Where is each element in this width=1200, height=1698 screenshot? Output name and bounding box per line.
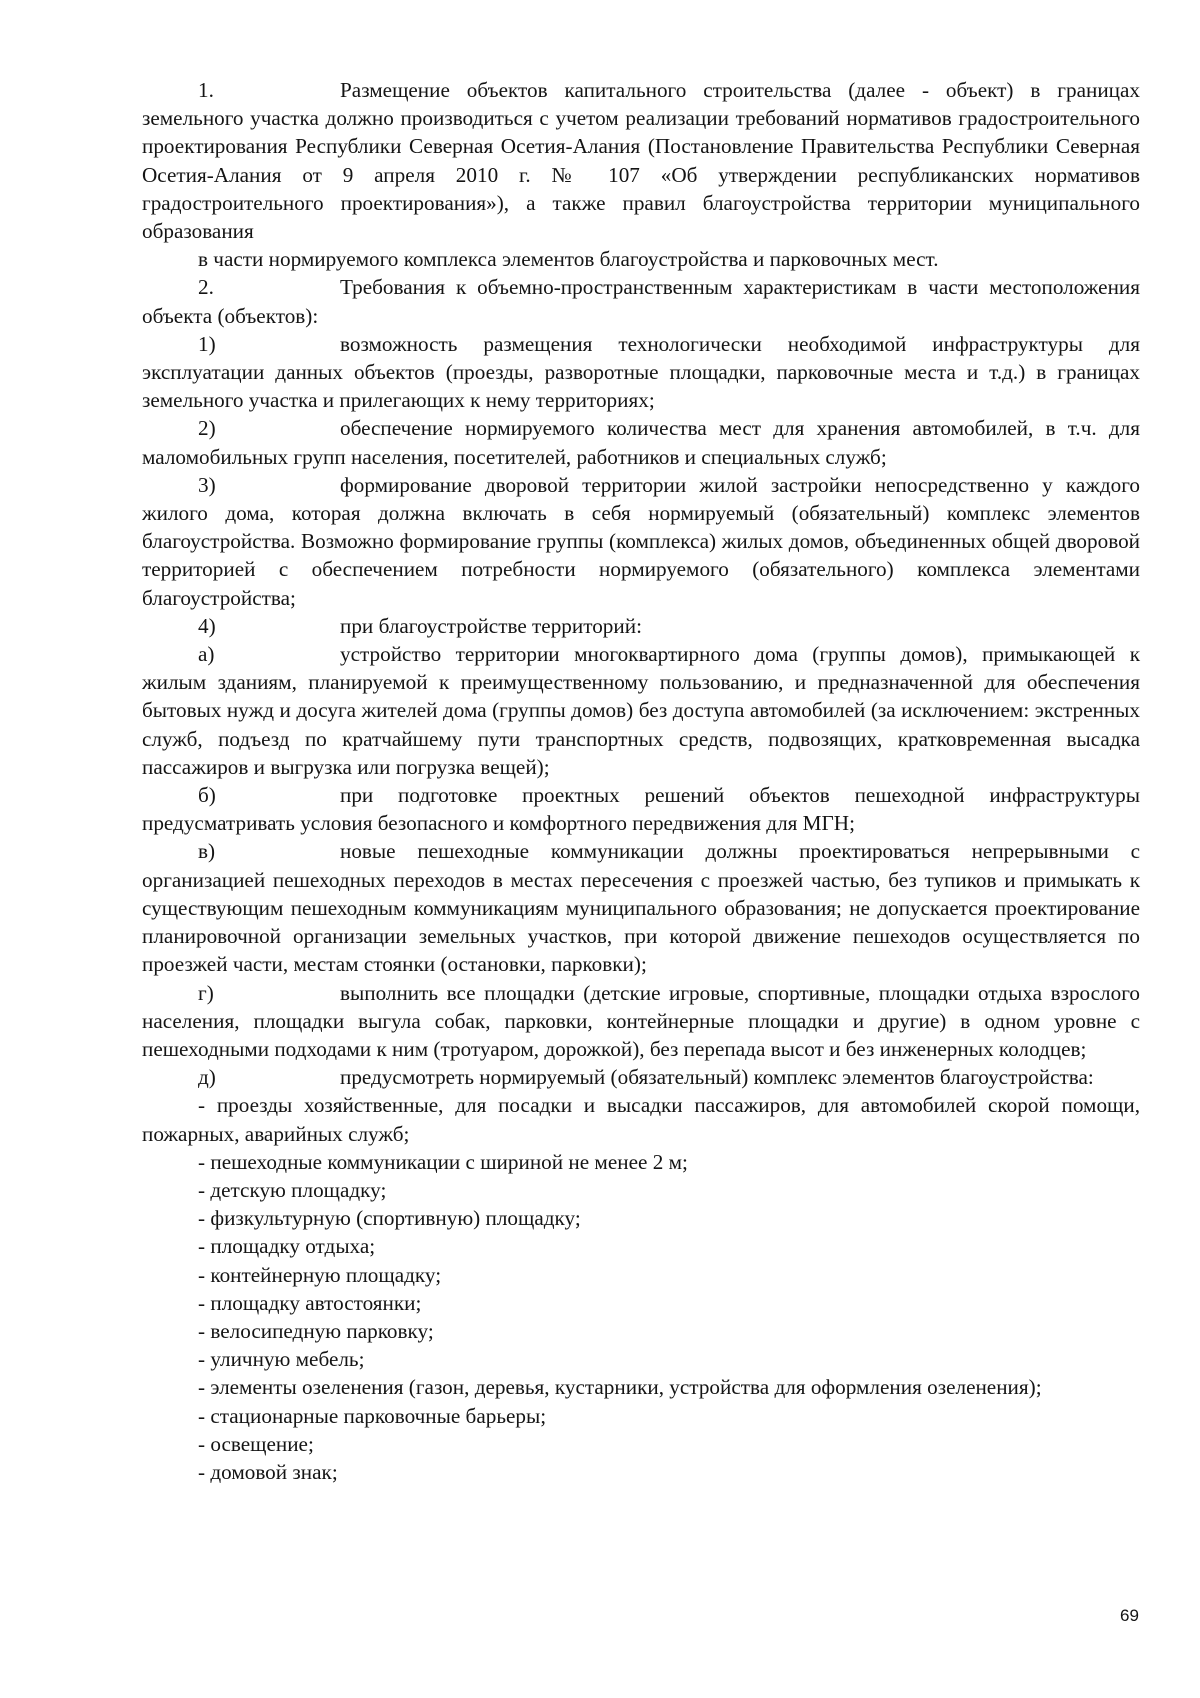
subitem-4: [142, 612, 1140, 640]
subitem-3: [142, 471, 1140, 612]
letter-item-text: устройство территории многоквартирного дома (группы домов), примыкающей к жилым зданиям, планируемой к преимущественному пользованию, и предназначенной для обеспечения бытовых нужд и досуга жителей дома (группы домов) без доступа автомобилей (за исключением: экстренных служб, подъезд по кратчайшему пути транспортных средств, подвозящих, кратковременная высадка пассажиров и выгрузка или погрузка вещей);: [142, 642, 1140, 779]
letter-item-a: [142, 640, 1140, 781]
paragraph-text: Размещение объектов капитального строительства (далее - объект) в границах земельного участка должно производиться с учетом реализации требований нормативов градостроительного проектирования Республики Северная Осетия-Алания (Постановление Правительства Республики Северная Осетия-Алания от 9 апреля 2010 г. № 107 «Об утверждении республиканских нормативов градостроительного проектирования»), а также правил благоустройства территории муниципального образования: [142, 78, 1140, 244]
letter-item-v: [142, 837, 1140, 978]
bullet-item: - площадку отдыха;: [198, 1234, 376, 1259]
subitem-text: обеспечение нормируемого количества мест для хранения автомобилей, в т.ч. для маломобильных групп населения, посетителей, работников и специальных служб;: [142, 416, 1140, 469]
subitem-number: 1): [198, 331, 216, 356]
subitem-1: [142, 330, 1140, 415]
letter-item-marker: г): [198, 980, 214, 1005]
bullet-item: - велосипедную парковку;: [198, 1318, 434, 1343]
paragraph-1: [142, 76, 1140, 245]
paragraph-number: 2.: [198, 275, 214, 300]
letter-item-g: [142, 979, 1140, 1064]
bullet-item: - освещение;: [198, 1431, 314, 1456]
document-page: [142, 76, 1140, 1486]
letter-item-marker: в): [198, 839, 216, 864]
subitem-2: [142, 414, 1140, 470]
bullet-item: - уличную мебель;: [198, 1347, 365, 1372]
bullet-item: - физкультурную (спортивную) площадку;: [198, 1206, 581, 1231]
bullet-item: - площадку автостоянки;: [198, 1290, 422, 1315]
letter-item-marker: б): [198, 783, 216, 808]
paragraph-text: Требования к объемно-пространственным характеристикам в части местоположения объекта (объектов):: [142, 275, 1140, 328]
subitem-text: формирование дворовой территории жилой застройки непосредственно у каждого жилого дома, которая должна включать в себя нормируемый (обязательный) комплекс элементов благоустройства. Возможно формирование группы (комплекса) жилых домов, объединенных общей дворовой территорией с обеспечением потребности нормируемого (обязательного) комплекса элементами благоустройства;: [142, 472, 1140, 610]
paragraph-number: 1.: [198, 78, 214, 102]
bullet-item: - домовой знак;: [198, 1459, 338, 1484]
bullet-item: - стационарные парковочные барьеры;: [198, 1403, 547, 1428]
paragraph-continuation: [142, 245, 1140, 273]
letter-item-text: при подготовке проектных решений объектов пешеходной инфраструктуры предусматривать условия безопасного и комфортного передвижения для МГН;: [142, 783, 1140, 836]
letter-item-marker: а): [198, 642, 215, 667]
letter-item-text: новые пешеходные коммуникации должны проектироваться непрерывными с организацией пешеходных переходов в местах пересечения с проезжей частью, без тупиков и примыкать к существующим пешеходным коммуникациям муниципального образования; не допускается проектирование планировочной организации земельных участков, при которой движение пешеходов осуществляется по проезжей части, местам стоянки (остановки, парковки);: [142, 839, 1140, 977]
page-number: 69: [1120, 1606, 1139, 1625]
letter-item-text: выполнить все площадки (детские игровые, спортивные, площадки отдыха взрослого населения, площадки выгула собак, парковки, контейнерные площадки и другие) в одном уровне с пешеходными подходами к ним (тротуаром, дорожкой), без перепада высот и без инженерных колодцев;: [142, 980, 1140, 1061]
subitem-number: 4): [198, 613, 216, 638]
bullet-item: - проезды хозяйственные, для посадки и высадки пассажиров, для автомобилей скорой помощи, пожарных, аварийных служб;: [142, 1093, 1140, 1146]
subitem-text: возможность размещения технологически необходимой инфраструктуры для эксплуатации данных объектов (проезды, разворотные площадки, парковочные места и т.д.) в границах земельного участка и прилегающих к нему территориях;: [142, 331, 1140, 413]
subitem-number: 3): [198, 472, 216, 497]
bullet-item: - контейнерную площадку;: [198, 1262, 442, 1287]
paragraph-text: в части нормируемого комплекса элементов благоустройства и парковочных мест.: [198, 247, 939, 272]
paragraph-2: [142, 273, 1140, 329]
letter-item-b: [142, 781, 1140, 837]
bullet-item: - элементы озеленения (газон, деревья, кустарники, устройства для оформления озеленения);: [198, 1375, 1042, 1400]
letter-item-text: предусмотреть нормируемый (обязательный) комплекс элементов благоустройства:: [340, 1065, 1094, 1090]
bullet-item: - детскую площадку;: [198, 1177, 387, 1202]
subitem-text: при благоустройстве территорий:: [340, 613, 642, 638]
letter-item-d: [142, 1063, 1140, 1091]
letter-item-marker: д): [198, 1065, 216, 1090]
subitem-number: 2): [198, 416, 216, 441]
bullet-item: - пешеходные коммуникации с шириной не менее 2 м;: [198, 1149, 688, 1174]
